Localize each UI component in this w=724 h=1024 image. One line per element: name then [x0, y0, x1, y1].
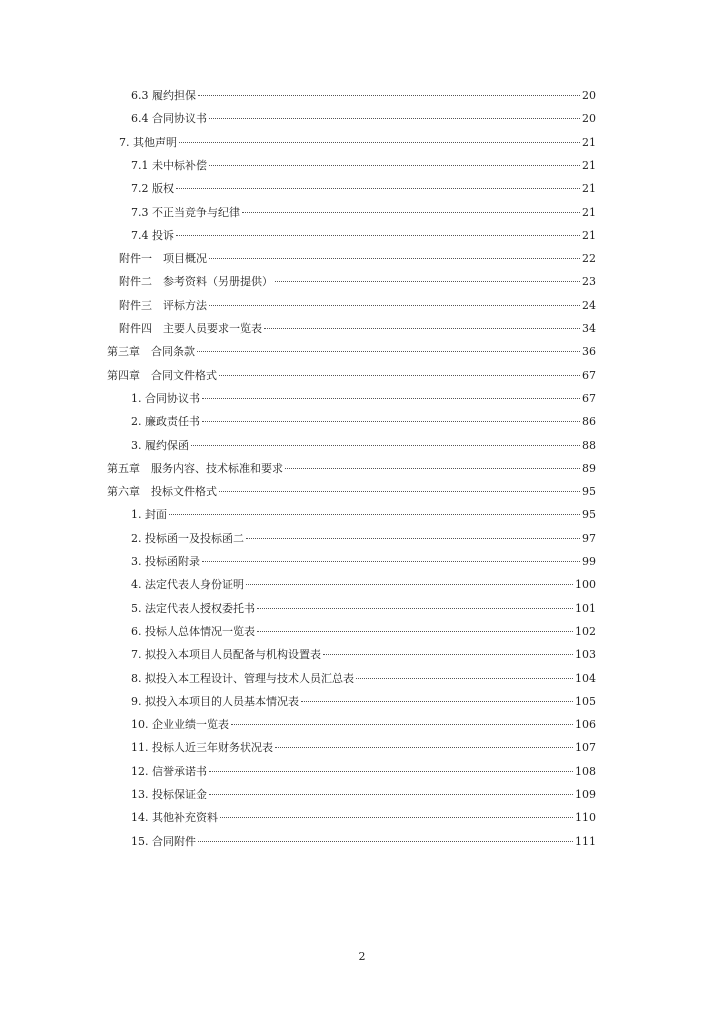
toc-leader-dots: [275, 747, 573, 748]
toc-entry[interactable]: [131, 179, 596, 199]
toc-leader-dots: [209, 118, 580, 119]
toc-entry-page: 21: [582, 228, 596, 242]
toc-entry[interactable]: [131, 436, 596, 456]
toc-entry[interactable]: [131, 529, 596, 549]
toc-entry-page: 97: [582, 531, 596, 545]
toc-leader-dots: [246, 538, 580, 539]
toc-entry-label: 10. 企业业绩一览表: [131, 718, 229, 732]
toc-leader-dots: [209, 771, 573, 772]
toc-entry-label: 7.1 未中标补偿: [131, 158, 207, 172]
toc-entry[interactable]: [131, 785, 596, 805]
toc-entry-page: 111: [575, 834, 596, 848]
toc-entry-page: 95: [582, 508, 596, 522]
toc-leader-dots: [169, 514, 580, 515]
toc-entry-label: 1. 封面: [131, 508, 167, 522]
toc-entry-label: 5. 法定代表人授权委托书: [131, 601, 255, 615]
toc-leader-dots: [198, 841, 573, 842]
toc-entry-label: 11. 投标人近三年财务状况表: [131, 741, 273, 755]
toc-entry-page: 102: [575, 624, 596, 638]
toc-entry-label: 3. 履约保函: [131, 438, 189, 452]
toc-entry[interactable]: [131, 692, 596, 712]
toc-entry-page: 100: [575, 578, 596, 592]
toc-leader-dots: [209, 794, 573, 795]
toc-leader-dots: [264, 328, 580, 329]
toc-leader-dots: [285, 468, 580, 469]
toc-entry-page: 36: [582, 345, 596, 359]
toc-entry[interactable]: [131, 669, 596, 689]
toc-entry-page: 106: [575, 718, 596, 732]
toc-entry-label: 3. 投标函附录: [131, 555, 200, 568]
toc-entry[interactable]: [131, 203, 596, 223]
toc-leader-dots: [323, 654, 573, 655]
toc-leader-dots: [209, 305, 580, 306]
toc-leader-dots: [219, 375, 580, 376]
toc-entry[interactable]: [131, 505, 596, 525]
toc-entry-page: 21: [582, 135, 596, 149]
toc-entry-label: 第三章 合同条款: [107, 345, 195, 359]
toc-entry-label: 15. 合同附件: [131, 834, 196, 848]
toc-entry-page: 34: [582, 322, 596, 335]
toc-entry-label: 13. 投标保证金: [131, 788, 207, 801]
toc-entry-label: 第六章 投标文件格式: [107, 485, 217, 499]
toc-entry-page: 110: [575, 811, 596, 825]
toc-leader-dots: [202, 421, 580, 422]
toc-entry[interactable]: [131, 86, 596, 106]
toc-entry-page: 67: [582, 368, 596, 382]
toc-leader-dots: [242, 212, 580, 213]
toc-entry[interactable]: [131, 762, 596, 782]
toc-entry-label: 6. 投标人总体情况一览表: [131, 624, 255, 638]
toc-entry-label: 第四章 合同文件格式: [107, 368, 217, 382]
toc-entry-label: 第五章 服务内容、技术标准和要求: [107, 461, 283, 475]
toc-entry[interactable]: [107, 342, 596, 362]
toc-entry[interactable]: [131, 715, 596, 735]
toc-entry-label: 附件四 主要人员要求一览表: [119, 322, 262, 335]
toc-entry-label: 2. 廉政责任书: [131, 415, 200, 429]
toc-entry-page: 67: [582, 391, 596, 405]
toc-entry[interactable]: [131, 622, 596, 642]
toc-entry[interactable]: [119, 272, 596, 292]
toc-entry-page: 86: [582, 415, 596, 429]
toc-entry[interactable]: [131, 645, 596, 665]
toc-entry[interactable]: [119, 296, 596, 316]
toc-leader-dots: [197, 351, 580, 352]
toc-entry[interactable]: [119, 249, 596, 269]
toc-entry[interactable]: [131, 575, 596, 595]
toc-entry-page: 108: [575, 764, 596, 778]
toc-leader-dots: [231, 724, 573, 725]
toc-entry-page: 21: [582, 158, 596, 172]
toc-entry-page: 22: [582, 252, 596, 266]
toc-entry-label: 2. 投标函一及投标函二: [131, 531, 244, 545]
toc-entry-label: 7. 拟投入本项目人员配备与机构设置表: [131, 648, 321, 662]
toc-entry-page: 21: [582, 205, 596, 219]
toc-leader-dots: [179, 142, 580, 143]
toc-leader-dots: [202, 398, 580, 399]
toc-entry-label: 12. 信誉承诺书: [131, 764, 207, 778]
toc-entry[interactable]: [131, 226, 596, 246]
toc-leader-dots: [275, 281, 580, 282]
toc-entry[interactable]: [119, 133, 596, 153]
toc-leader-dots: [209, 165, 580, 166]
toc-entry-label: 4. 法定代表人身份证明: [131, 578, 244, 592]
toc-entry-label: 8. 拟投入本工程设计、管理与技术人员汇总表: [131, 671, 354, 685]
toc-leader-dots: [209, 258, 580, 259]
toc-entry-page: 95: [582, 485, 596, 499]
toc-entry-label: 附件一 项目概况: [119, 252, 207, 266]
toc-entry-label: 附件二 参考资料（另册提供）: [119, 275, 273, 289]
toc-leader-dots: [356, 678, 573, 679]
toc-entry-label: 1. 合同协议书: [131, 391, 200, 405]
toc-entry-page: 20: [582, 89, 596, 102]
toc-entry-page: 21: [582, 182, 596, 196]
toc-entry[interactable]: [131, 109, 596, 129]
toc-leader-dots: [191, 445, 580, 446]
toc-entry[interactable]: [131, 599, 596, 619]
toc-entry-label: 7.4 投诉: [131, 228, 174, 242]
toc-entry-page: 104: [575, 671, 596, 685]
toc-entry-page: 101: [575, 601, 596, 615]
toc-entry-page: 103: [575, 648, 596, 662]
toc-entry-page: 99: [582, 555, 596, 568]
toc-entry[interactable]: [107, 459, 596, 479]
toc-entry-page: 24: [582, 298, 596, 312]
toc-entry[interactable]: [131, 832, 596, 852]
toc-leader-dots: [246, 584, 573, 585]
toc-leader-dots: [257, 608, 573, 609]
toc-entry[interactable]: [131, 552, 596, 572]
toc-entry[interactable]: [131, 738, 596, 758]
toc-entry-label: 6.3 履约担保: [131, 89, 196, 102]
toc-entry[interactable]: [131, 412, 596, 432]
toc-leader-dots: [301, 701, 573, 702]
toc-entry-label: 7. 其他声明: [119, 135, 177, 149]
toc-entry-label: 14. 其他补充资料: [131, 811, 218, 825]
toc-leader-dots: [198, 95, 580, 96]
toc-entry-label: 9. 拟投入本项目的人员基本情况表: [131, 694, 299, 708]
toc-entry-page: 20: [582, 112, 596, 126]
toc-entry-page: 109: [575, 788, 596, 801]
toc-entry-page: 105: [575, 694, 596, 708]
toc-entry[interactable]: [107, 366, 596, 386]
toc-leader-dots: [220, 817, 573, 818]
toc-entry[interactable]: [131, 156, 596, 176]
toc-entry[interactable]: [107, 482, 596, 502]
toc-leader-dots: [176, 235, 580, 236]
toc-entry-page: 88: [582, 438, 596, 452]
toc-entry[interactable]: [131, 389, 596, 409]
toc-entry-page: 107: [575, 741, 596, 755]
toc-entry-label: 7.3 不正当竞争与纪律: [131, 205, 240, 219]
toc-entry[interactable]: [119, 319, 596, 339]
toc-entry-page: 89: [582, 461, 596, 475]
toc-entry-page: 23: [582, 275, 596, 289]
toc-entry-label: 附件三 评标方法: [119, 298, 207, 312]
toc-leader-dots: [202, 561, 580, 562]
toc-entry[interactable]: [131, 808, 596, 828]
toc-leader-dots: [257, 631, 573, 632]
toc-entry-label: 7.2 版权: [131, 182, 174, 196]
toc-leader-dots: [219, 491, 580, 492]
toc-entry-label: 6.4 合同协议书: [131, 112, 207, 126]
toc-leader-dots: [176, 188, 580, 189]
page-number: 2: [358, 950, 366, 963]
